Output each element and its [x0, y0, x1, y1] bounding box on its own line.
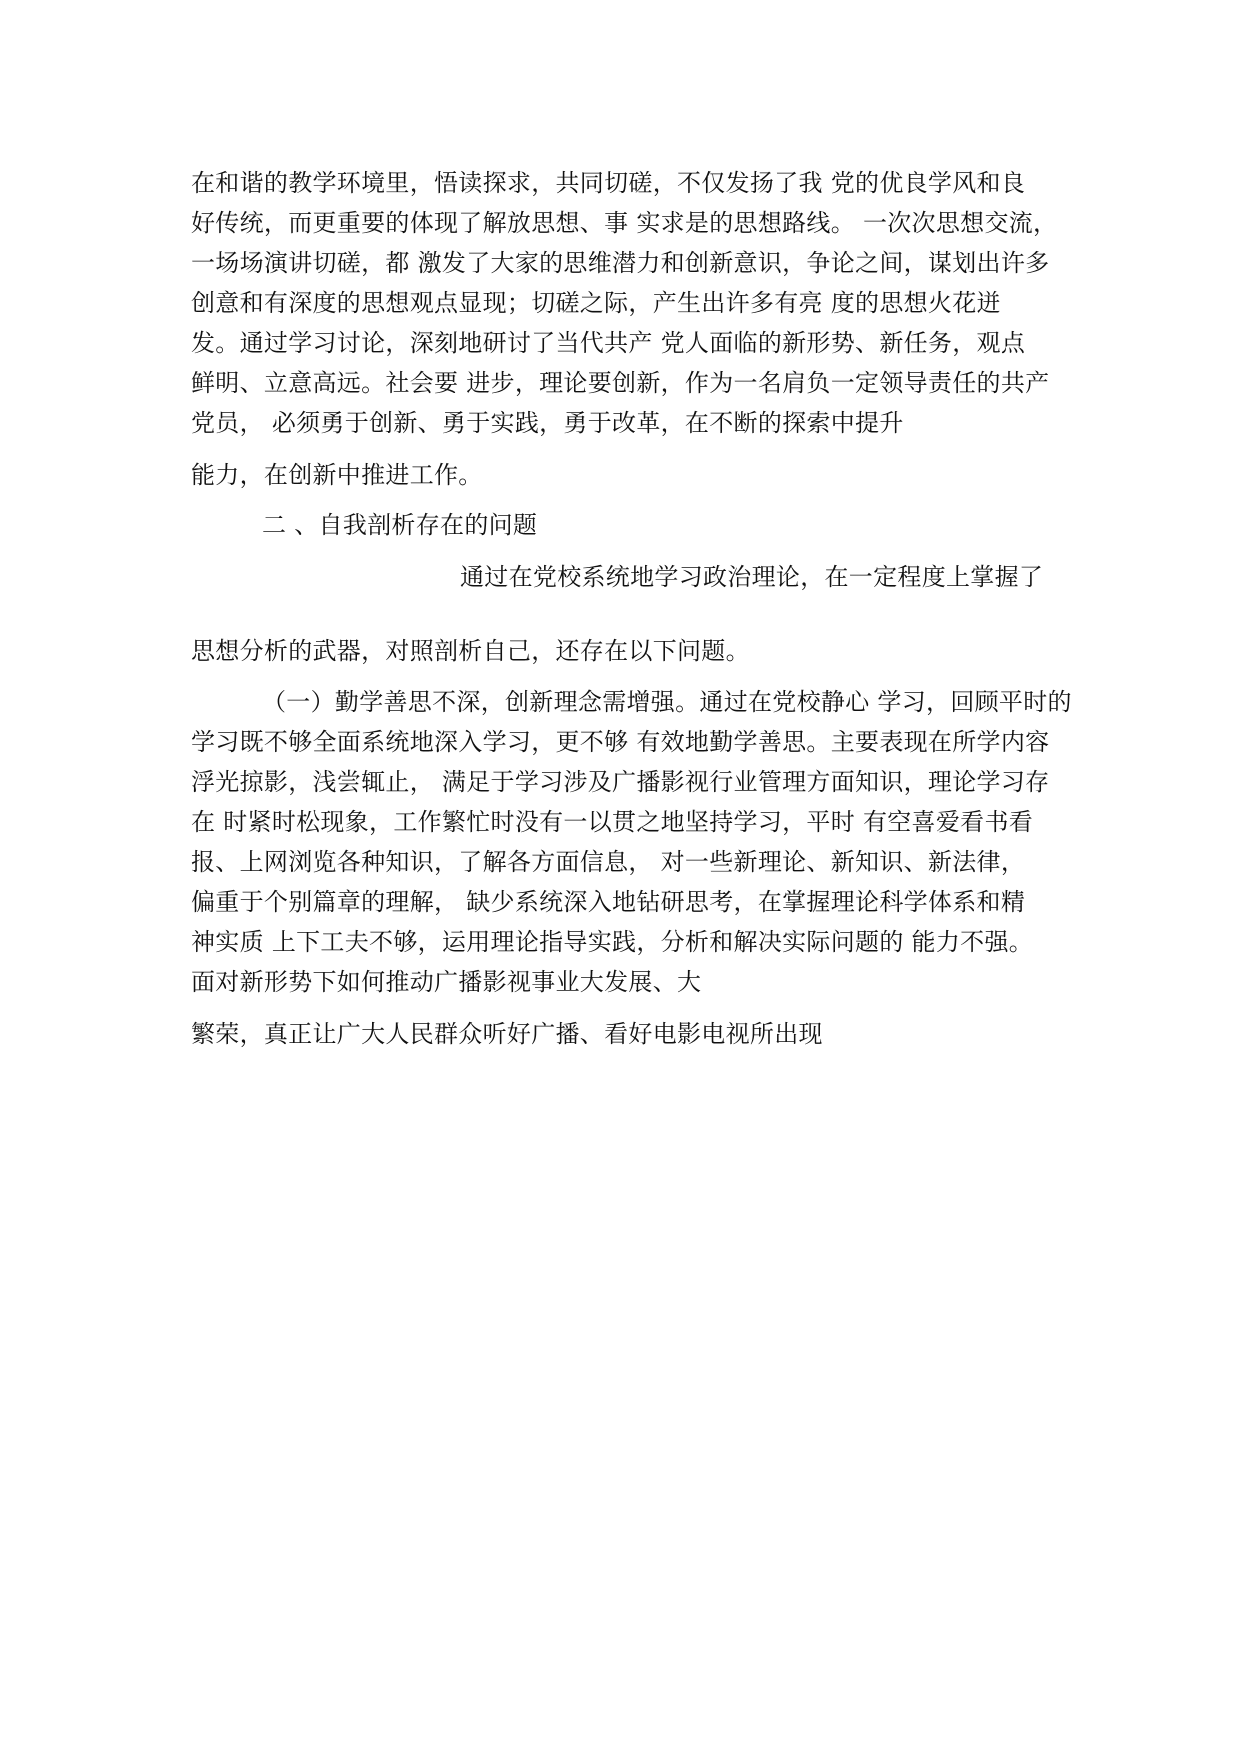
body-text-line: 学习既不够全面系统地深入学习，更不够 有效地勤学善思。主要表现在所学内容	[191, 728, 1050, 756]
body-text-line: 能力，在创新中推进工作。	[191, 461, 483, 489]
body-text-line: 好传统，而更重要的体现了解放思想、事 实求是的思想路线。 一次次思想交流，	[191, 209, 1058, 237]
body-text-line: 浮光掠影，浅尝辄止， 满足于学习涉及广播影视行业管理方面知识，理论学习存	[191, 768, 1050, 796]
body-text-line: 党员， 必须勇于创新、勇于实践，勇于改革，在不断的探索中提升	[191, 409, 904, 437]
body-text-line: 面对新形势下如何推动广播影视事业大发展、大	[191, 968, 702, 996]
body-text-line: 神实质 上下工夫不够，运用理论指导实践，分析和解决实际问题的 能力不强。	[191, 928, 1034, 956]
body-text-line: 发。通过学习讨论，深刻地研讨了当代共产 党人面临的新形势、新任务，观点	[191, 329, 1026, 357]
body-text-line: 繁荣，真正让广大人民群众听好广播、看好电影电视所出现	[191, 1020, 823, 1048]
body-text-line: 一场场演讲切磋，都 激发了大家的思维潜力和创新意识，争论之间，谋划出许多	[191, 249, 1050, 277]
body-text-line: （一）勤学善思不深，创新理念需增强。通过在党校静心 学习，回顾平时的	[262, 688, 1072, 716]
body-text-line: 在 时紧时松现象，工作繁忙时没有一以贯之地坚持学习，平时 有空喜爱看书看	[191, 808, 1034, 836]
body-text-line: 偏重于个别篇章的理解， 缺少系统深入地钻研思考，在掌握理论科学体系和精	[191, 888, 1026, 916]
body-text-line: 通过在党校系统地学习政治理论，在一定程度上掌握了	[460, 563, 1044, 591]
body-text-line: 思想分析的武器，对照剖析自己，还存在以下问题。	[191, 637, 750, 665]
body-text-line: 在和谐的教学环境里，悟读探求，共同切磋，不仅发扬了我 党的优良学风和良	[191, 169, 1026, 197]
body-text-line: 鲜明、立意高远。社会要 进步，理论要创新，作为一名肩负一定领导责任的共产	[191, 369, 1050, 397]
body-text-line: 报、上网浏览各种知识，了解各方面信息， 对一些新理论、新知识、新法律，	[191, 848, 1026, 876]
section-heading: 二 、自我剖析存在的问题	[262, 511, 538, 539]
body-text-line: 创意和有深度的思想观点显现；切磋之际，产生出许多有亮 度的思想火花迸	[191, 289, 1001, 317]
